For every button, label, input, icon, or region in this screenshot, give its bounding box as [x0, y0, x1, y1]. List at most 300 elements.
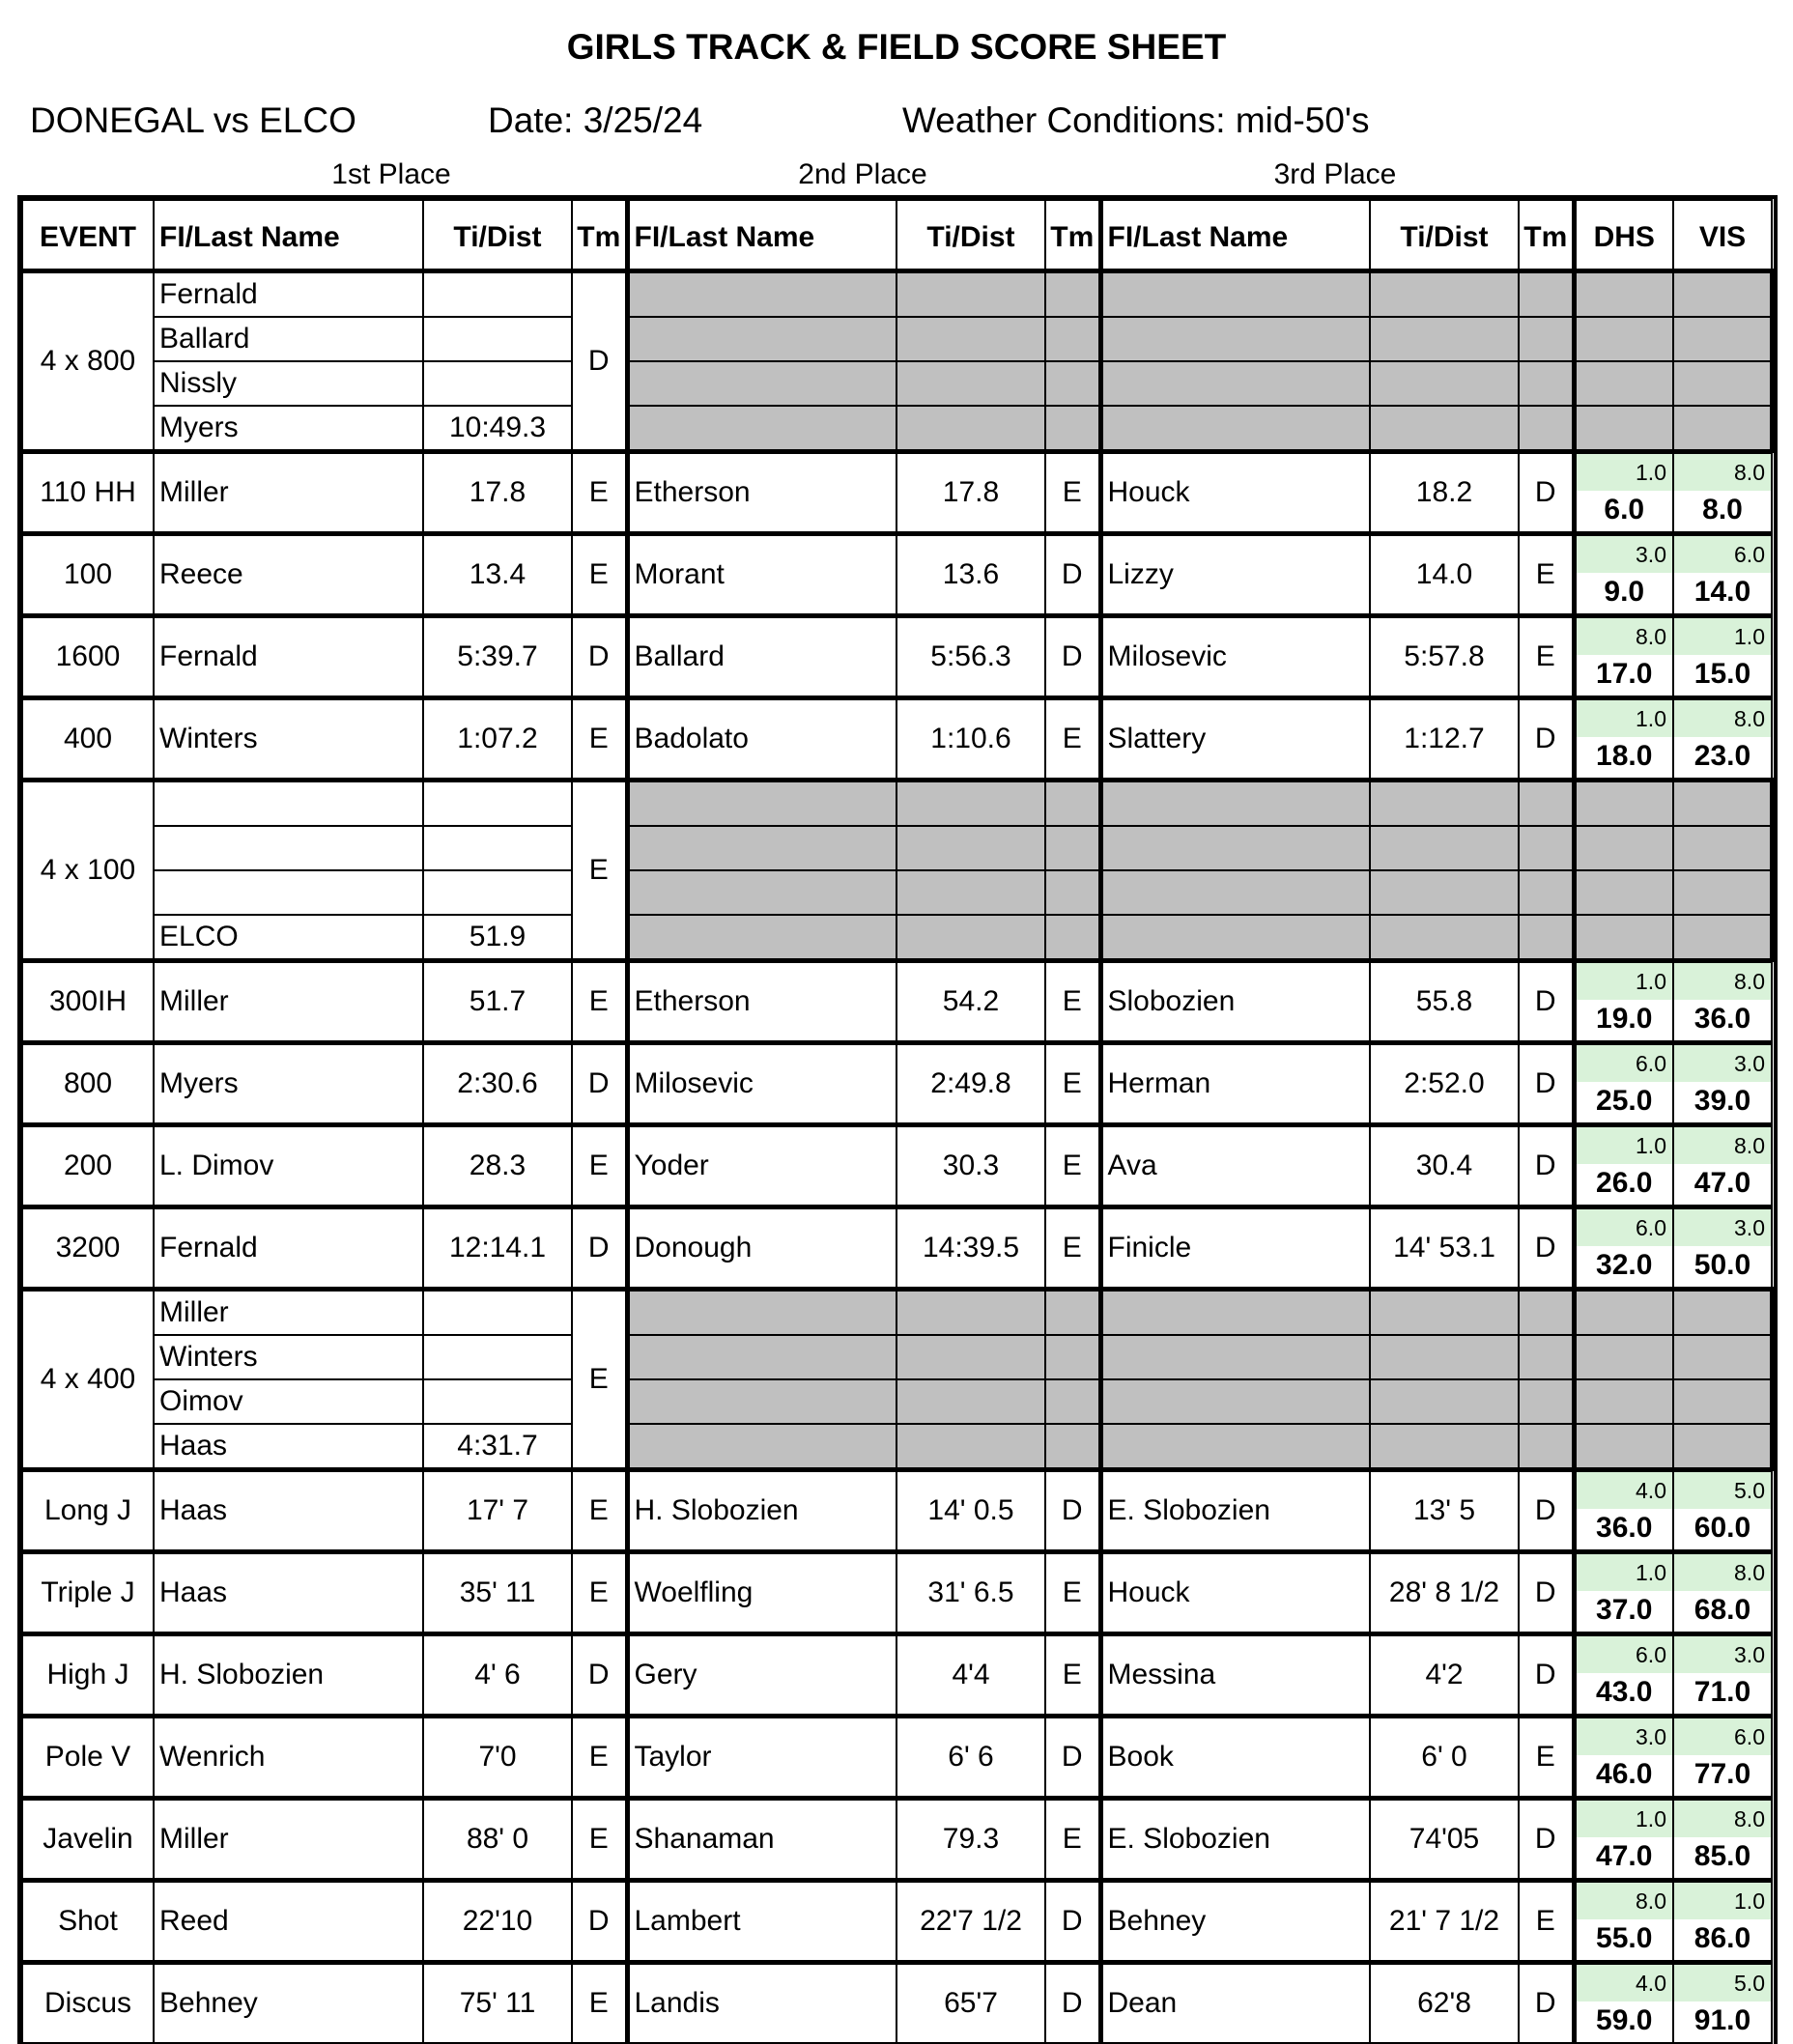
empty-cell: [1045, 361, 1100, 406]
team-code: D: [1045, 534, 1100, 616]
vis-points: 1.0: [1674, 618, 1771, 655]
team-code: E: [1045, 1634, 1100, 1717]
athlete-name: Fernald: [154, 616, 423, 698]
vis-points: 1.0: [1674, 1883, 1771, 1919]
dhs-score-cell: [1574, 1207, 1673, 1290]
result-mark: 14.0: [1370, 534, 1519, 616]
team-code: D: [1519, 698, 1574, 781]
empty-cell: [1370, 1379, 1519, 1424]
empty-cell: [1519, 406, 1574, 452]
first-place-label: 1st Place: [155, 158, 628, 191]
relay-time: 10:49.3: [423, 406, 572, 452]
empty-cell: [896, 1379, 1045, 1424]
empty-cell: [1045, 1290, 1100, 1336]
dhs-points: 3.0: [1577, 1718, 1673, 1755]
result-mark: 4' 6: [423, 1634, 572, 1717]
empty-cell: [1519, 781, 1574, 827]
empty-cell: [1673, 826, 1772, 870]
team-code: E: [1045, 1799, 1100, 1881]
result-mark: 1:07.2: [423, 698, 572, 781]
vis-points: 8.0: [1674, 1127, 1771, 1164]
result-mark: 5:57.8: [1370, 616, 1519, 698]
event-row: [22, 1881, 1773, 1963]
athlete-name: Badolato: [627, 698, 896, 781]
col-tm-1: Tm: [572, 200, 627, 271]
empty-cell: [627, 1290, 896, 1336]
relay-row: [22, 1424, 1773, 1470]
dhs-score-cell: [1574, 1043, 1673, 1125]
empty-cell: [1045, 781, 1100, 827]
athlete-name: Haas: [154, 1552, 423, 1634]
empty-cell: [1370, 406, 1519, 452]
result-mark: 30.4: [1370, 1125, 1519, 1207]
result-mark: 14' 53.1: [1370, 1207, 1519, 1290]
event-name: 3200: [22, 1207, 154, 1290]
empty-cell: [1100, 1335, 1370, 1379]
empty-cell: [1574, 361, 1673, 406]
empty-cell: [896, 317, 1045, 361]
relay-time: [423, 1290, 572, 1336]
result-mark: 17.8: [896, 452, 1045, 534]
vis-points: 8.0: [1674, 700, 1771, 737]
empty-cell: [1100, 271, 1370, 318]
event-row: [22, 1799, 1773, 1881]
dhs-points: 1.0: [1577, 1127, 1673, 1164]
relay-time: 4:31.7: [423, 1424, 572, 1470]
event-name: High J: [22, 1634, 154, 1717]
empty-cell: [1574, 781, 1673, 827]
event-row: [22, 961, 1773, 1043]
team-code: D: [572, 1634, 627, 1717]
relay-leg-name: Fernald: [154, 271, 423, 318]
empty-cell: [1100, 361, 1370, 406]
result-mark: 28.3: [423, 1125, 572, 1207]
event-row: [22, 616, 1773, 698]
empty-cell: [627, 317, 896, 361]
header-row: [22, 200, 1773, 271]
team-code: E: [572, 1717, 627, 1799]
dhs-score-cell: [1574, 1799, 1673, 1881]
vis-score-cell: [1673, 534, 1772, 616]
empty-cell: [627, 1335, 896, 1379]
empty-cell: [1370, 870, 1519, 915]
athlete-name: Finicle: [1100, 1207, 1370, 1290]
vis-total: 39.0: [1674, 1082, 1771, 1121]
result-mark: 22'7 1/2: [896, 1881, 1045, 1963]
vis-points: 6.0: [1674, 536, 1771, 573]
empty-cell: [1045, 1379, 1100, 1424]
empty-cell: [1370, 1290, 1519, 1336]
result-mark: 13' 5: [1370, 1470, 1519, 1552]
team-code: D: [1519, 1552, 1574, 1634]
vis-score-cell: [1673, 1207, 1772, 1290]
empty-cell: [1574, 870, 1673, 915]
relay-time: [423, 361, 572, 406]
event-row: [22, 1963, 1773, 2044]
relay-row: [22, 826, 1773, 870]
result-mark: 14:39.5: [896, 1207, 1045, 1290]
empty-cell: [1519, 1424, 1574, 1470]
athlete-name: Etherson: [627, 452, 896, 534]
empty-cell: [1673, 271, 1772, 318]
athlete-name: Slobozien: [1100, 961, 1370, 1043]
athlete-name: Shanaman: [627, 1799, 896, 1881]
team-code: E: [572, 452, 627, 534]
empty-cell: [1519, 361, 1574, 406]
col-dhs: DHS: [1574, 200, 1673, 271]
athlete-name: Yoder: [627, 1125, 896, 1207]
page-title: GIRLS TRACK & FIELD SCORE SHEET: [0, 27, 1793, 68]
relay-time: [423, 1379, 572, 1424]
athlete-name: Donough: [627, 1207, 896, 1290]
team-code: D: [1519, 1634, 1574, 1717]
result-mark: 17.8: [423, 452, 572, 534]
relay-row: [22, 1335, 1773, 1379]
dhs-points: 6.0: [1577, 1045, 1673, 1082]
relay-leg-name: ELCO: [154, 915, 423, 961]
athlete-name: Miller: [154, 452, 423, 534]
team-code: D: [1045, 1881, 1100, 1963]
vis-total: 71.0: [1674, 1673, 1771, 1712]
dhs-total: 18.0: [1577, 737, 1673, 776]
empty-cell: [896, 915, 1045, 961]
dhs-total: 43.0: [1577, 1673, 1673, 1712]
athlete-name: Haas: [154, 1470, 423, 1552]
team-code: E: [1045, 452, 1100, 534]
col-ti-3: Ti/Dist: [1370, 200, 1519, 271]
team-code: E: [572, 534, 627, 616]
col-name-2: FI/Last Name: [627, 200, 896, 271]
athlete-name: Wenrich: [154, 1717, 423, 1799]
relay-leg-name: Myers: [154, 406, 423, 452]
empty-cell: [1045, 317, 1100, 361]
dhs-total: 19.0: [1577, 1000, 1673, 1038]
dhs-score-cell: [1574, 1881, 1673, 1963]
relay-row: [22, 870, 1773, 915]
vis-total: 23.0: [1674, 737, 1771, 776]
dhs-points: 3.0: [1577, 536, 1673, 573]
team-code: E: [1045, 698, 1100, 781]
col-name-3: FI/Last Name: [1100, 200, 1370, 271]
result-mark: 18.2: [1370, 452, 1519, 534]
vis-score-cell: [1673, 1717, 1772, 1799]
result-mark: 21' 7 1/2: [1370, 1881, 1519, 1963]
event-name: 4 x 400: [22, 1290, 154, 1470]
vis-score-cell: [1673, 452, 1772, 534]
weather-conditions: Weather Conditions: mid-50's: [902, 100, 1370, 141]
col-tm-2: Tm: [1045, 200, 1100, 271]
empty-cell: [1370, 361, 1519, 406]
result-mark: 55.8: [1370, 961, 1519, 1043]
col-tm-3: Tm: [1519, 200, 1574, 271]
relay-time: [423, 870, 572, 915]
empty-cell: [1574, 915, 1673, 961]
team-code: E: [1045, 1552, 1100, 1634]
dhs-score-cell: [1574, 1470, 1673, 1552]
result-mark: 75' 11: [423, 1963, 572, 2044]
empty-cell: [1519, 826, 1574, 870]
empty-cell: [1045, 826, 1100, 870]
empty-cell: [1673, 317, 1772, 361]
empty-cell: [1574, 1290, 1673, 1336]
dhs-score-cell: [1574, 698, 1673, 781]
empty-cell: [1574, 826, 1673, 870]
vis-score-cell: [1673, 1125, 1772, 1207]
vis-points: 8.0: [1674, 1801, 1771, 1837]
team-code: D: [572, 1043, 627, 1125]
result-mark: 2:49.8: [896, 1043, 1045, 1125]
event-row: [22, 1717, 1773, 1799]
relay-row: [22, 406, 1773, 452]
relay-leg-name: [154, 826, 423, 870]
relay-row: [22, 317, 1773, 361]
relay-leg-name: Ballard: [154, 317, 423, 361]
athlete-name: Miller: [154, 961, 423, 1043]
result-mark: 30.3: [896, 1125, 1045, 1207]
empty-cell: [1673, 361, 1772, 406]
vis-score-cell: [1673, 1963, 1772, 2044]
empty-cell: [896, 870, 1045, 915]
empty-cell: [1370, 915, 1519, 961]
meet-date: Date: 3/25/24: [488, 100, 702, 141]
team-code: D: [1519, 961, 1574, 1043]
score-table: [21, 199, 1774, 2044]
vis-points: 8.0: [1674, 963, 1771, 1000]
athlete-name: Myers: [154, 1043, 423, 1125]
team-code: D: [1045, 1963, 1100, 2044]
event-row: [22, 1125, 1773, 1207]
empty-cell: [627, 271, 896, 318]
empty-cell: [1370, 1424, 1519, 1470]
relay-row: [22, 361, 1773, 406]
result-mark: 62'8: [1370, 1963, 1519, 2044]
result-mark: 2:30.6: [423, 1043, 572, 1125]
athlete-name: Houck: [1100, 1552, 1370, 1634]
empty-cell: [1100, 406, 1370, 452]
team-code: E: [1519, 1717, 1574, 1799]
matchup: DONEGAL vs ELCO: [30, 100, 356, 141]
result-mark: 12:14.1: [423, 1207, 572, 1290]
team-code: E: [572, 1470, 627, 1552]
team-code: E: [572, 1799, 627, 1881]
athlete-name: Herman: [1100, 1043, 1370, 1125]
dhs-points: 4.0: [1577, 1965, 1673, 2001]
athlete-name: Landis: [627, 1963, 896, 2044]
result-mark: 22'10: [423, 1881, 572, 1963]
dhs-points: 1.0: [1577, 1554, 1673, 1591]
athlete-name: E. Slobozien: [1100, 1799, 1370, 1881]
relay-leg-name: Miller: [154, 1290, 423, 1336]
event-name: Pole V: [22, 1717, 154, 1799]
athlete-name: Gery: [627, 1634, 896, 1717]
team-code: E: [1519, 616, 1574, 698]
athlete-name: Winters: [154, 698, 423, 781]
col-name-1: FI/Last Name: [154, 200, 423, 271]
team-code: D: [1045, 616, 1100, 698]
empty-cell: [627, 1379, 896, 1424]
result-mark: 7'0: [423, 1717, 572, 1799]
dhs-total: 36.0: [1577, 1509, 1673, 1547]
athlete-name: Milosevic: [627, 1043, 896, 1125]
relay-row: [22, 781, 1773, 827]
empty-cell: [627, 406, 896, 452]
dhs-points: 4.0: [1577, 1472, 1673, 1509]
dhs-points: 6.0: [1577, 1636, 1673, 1673]
dhs-total: 37.0: [1577, 1591, 1673, 1630]
result-mark: 35' 11: [423, 1552, 572, 1634]
vis-score-cell: [1673, 1043, 1772, 1125]
empty-cell: [1045, 1424, 1100, 1470]
empty-cell: [1673, 915, 1772, 961]
empty-cell: [1574, 1424, 1673, 1470]
team-code: D: [1519, 1043, 1574, 1125]
vis-total: 15.0: [1674, 655, 1771, 694]
result-mark: 2:52.0: [1370, 1043, 1519, 1125]
event-row: [22, 1552, 1773, 1634]
event-row: [22, 1207, 1773, 1290]
vis-total: 85.0: [1674, 1837, 1771, 1876]
col-ti-2: Ti/Dist: [896, 200, 1045, 271]
event-name: Javelin: [22, 1799, 154, 1881]
empty-cell: [1045, 406, 1100, 452]
team-code: D: [1519, 452, 1574, 534]
event-name: 800: [22, 1043, 154, 1125]
empty-cell: [1045, 915, 1100, 961]
relay-time: 51.9: [423, 915, 572, 961]
team-code: E: [1045, 961, 1100, 1043]
result-mark: 6' 0: [1370, 1717, 1519, 1799]
result-mark: 74'05: [1370, 1799, 1519, 1881]
result-mark: 4'2: [1370, 1634, 1519, 1717]
empty-cell: [896, 1290, 1045, 1336]
empty-cell: [1100, 870, 1370, 915]
empty-cell: [1519, 1335, 1574, 1379]
team-code: D: [1045, 1470, 1100, 1552]
empty-cell: [1673, 1379, 1772, 1424]
vis-total: 91.0: [1674, 2001, 1771, 2040]
relay-time: [423, 1335, 572, 1379]
result-mark: 17' 7: [423, 1470, 572, 1552]
empty-cell: [896, 361, 1045, 406]
empty-cell: [627, 361, 896, 406]
team-code: D: [572, 1881, 627, 1963]
empty-cell: [1574, 406, 1673, 452]
relay-team: E: [572, 781, 627, 961]
team-code: E: [1519, 534, 1574, 616]
event-row: [22, 1470, 1773, 1552]
empty-cell: [1574, 271, 1673, 318]
result-mark: 13.6: [896, 534, 1045, 616]
athlete-name: Ava: [1100, 1125, 1370, 1207]
team-code: E: [1045, 1125, 1100, 1207]
athlete-name: Lizzy: [1100, 534, 1370, 616]
result-mark: 51.7: [423, 961, 572, 1043]
athlete-name: E. Slobozien: [1100, 1470, 1370, 1552]
empty-cell: [1673, 406, 1772, 452]
event-name: Shot: [22, 1881, 154, 1963]
empty-cell: [1673, 1290, 1772, 1336]
result-mark: 54.2: [896, 961, 1045, 1043]
athlete-name: Slattery: [1100, 698, 1370, 781]
vis-points: 8.0: [1674, 454, 1771, 491]
dhs-total: 26.0: [1577, 1164, 1673, 1203]
athlete-name: Reed: [154, 1881, 423, 1963]
vis-total: 77.0: [1674, 1755, 1771, 1794]
empty-cell: [1100, 1290, 1370, 1336]
empty-cell: [896, 1335, 1045, 1379]
team-code: E: [1045, 1043, 1100, 1125]
team-code: D: [1045, 1717, 1100, 1799]
relay-row: [22, 1379, 1773, 1424]
team-code: E: [572, 1125, 627, 1207]
dhs-score-cell: [1574, 1125, 1673, 1207]
empty-cell: [1045, 271, 1100, 318]
vis-total: 47.0: [1674, 1164, 1771, 1203]
empty-cell: [1519, 915, 1574, 961]
relay-time: [423, 317, 572, 361]
athlete-name: Etherson: [627, 961, 896, 1043]
dhs-total: 9.0: [1577, 573, 1673, 611]
event-name: Long J: [22, 1470, 154, 1552]
empty-cell: [1100, 826, 1370, 870]
empty-cell: [1519, 870, 1574, 915]
result-mark: 4'4: [896, 1634, 1045, 1717]
dhs-score-cell: [1574, 616, 1673, 698]
vis-total: 86.0: [1674, 1919, 1771, 1958]
event-row: [22, 534, 1773, 616]
event-name: 200: [22, 1125, 154, 1207]
vis-score-cell: [1673, 1634, 1772, 1717]
third-place-label: 3rd Place: [1098, 158, 1572, 191]
athlete-name: Miller: [154, 1799, 423, 1881]
event-row: [22, 698, 1773, 781]
team-code: D: [572, 616, 627, 698]
result-mark: 6' 6: [896, 1717, 1045, 1799]
dhs-points: 1.0: [1577, 700, 1673, 737]
team-code: E: [572, 1552, 627, 1634]
vis-score-cell: [1673, 1470, 1772, 1552]
team-code: D: [1519, 1470, 1574, 1552]
athlete-name: L. Dimov: [154, 1125, 423, 1207]
empty-cell: [1370, 271, 1519, 318]
dhs-total: 6.0: [1577, 491, 1673, 529]
athlete-name: Taylor: [627, 1717, 896, 1799]
vis-total: 50.0: [1674, 1246, 1771, 1285]
vis-total: 60.0: [1674, 1509, 1771, 1547]
dhs-points: 1.0: [1577, 963, 1673, 1000]
col-vis: VIS: [1673, 200, 1772, 271]
vis-points: 3.0: [1674, 1209, 1771, 1246]
empty-cell: [1045, 1335, 1100, 1379]
result-mark: 31' 6.5: [896, 1552, 1045, 1634]
dhs-total: 25.0: [1577, 1082, 1673, 1121]
empty-cell: [1574, 1379, 1673, 1424]
empty-cell: [1045, 870, 1100, 915]
dhs-points: 1.0: [1577, 1801, 1673, 1837]
event-name: Discus: [22, 1963, 154, 2044]
empty-cell: [1673, 870, 1772, 915]
second-place-label: 2nd Place: [626, 158, 1099, 191]
result-mark: 88' 0: [423, 1799, 572, 1881]
relay-row: [22, 1290, 1773, 1336]
team-code: D: [1519, 1963, 1574, 2044]
empty-cell: [1100, 1424, 1370, 1470]
relay-leg-name: Oimov: [154, 1379, 423, 1424]
result-mark: 1:10.6: [896, 698, 1045, 781]
relay-team: E: [572, 1290, 627, 1470]
result-mark: 28' 8 1/2: [1370, 1552, 1519, 1634]
dhs-points: 8.0: [1577, 1883, 1673, 1919]
